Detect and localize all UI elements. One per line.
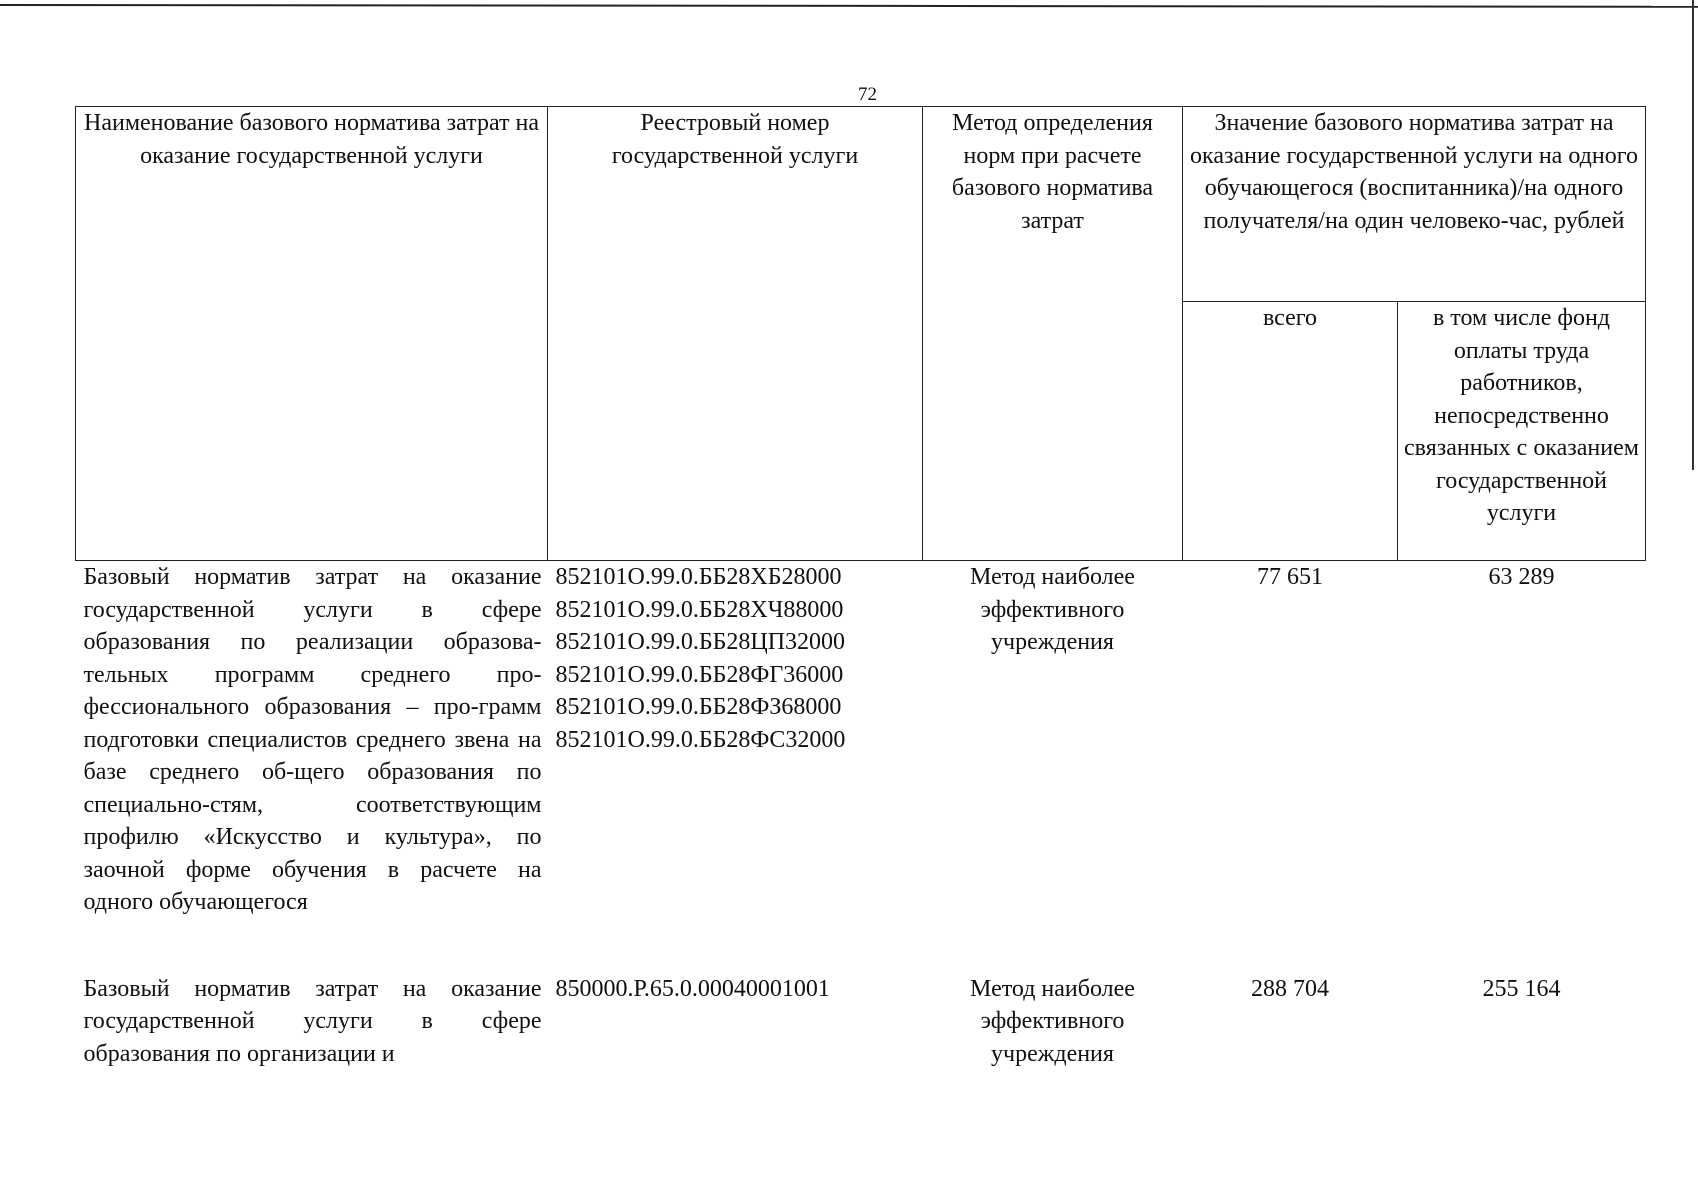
registry-code: 852101О.99.0.ББ28ФЗ68000 [555,694,842,720]
registry-code: 850000.Р.65.0.00040001001 [555,975,830,1002]
page-right-border [1692,0,1694,470]
table-row [76,561,1646,973]
registry-code: 852101О.99.0.ББ28ФС32000 [555,726,846,753]
registry-code: 852101О.99.0.ББ28ХЧ88000 [555,596,844,623]
header-method: Метод определения норм при расчете базового норматива затрат [923,107,1183,561]
row-payroll: 63 289 [1488,564,1555,590]
table-header [76,107,1646,561]
row-method: Метод наиболее эффективного учреждения [970,564,1135,655]
row-method: Метод наиболее эффективного учреждения [970,975,1135,1067]
registry-code: 852101О.99.0.ББ28ЦП32000 [555,629,846,655]
row-total: 288 704 [1251,975,1329,1002]
header-name: Наименование базового норматива затрат на оказание государственной услуги [76,107,548,561]
page-number: 72 [858,84,877,105]
row-name: Базовый норматив затрат на оказание государственной услуги в сфере образования по организации и [83,975,542,1067]
header-payroll: в том числе фонд оплаты труда работников, непосредственно связанных с оказанием государственной услуги [1398,302,1646,561]
registry-code: 852101О.99.0.ББ28ХБ28000 [555,564,842,590]
row-codes [548,973,923,1071]
header-total: всего [1183,302,1398,561]
header-registry-number: Реестровый номер государственной услуги [548,107,923,561]
row-name: Базовый норматив затрат на оказание государственной услуги в сфере образования по реализации образова-тельных программ среднего про-фессионального образования – про-грамм подготовки специалистов среднего звена на базе среднего об-щего образования по специально-стям, соответствующим профилю «Искусство и культура», по заочной форме обучения в расчете на одного обучающегося [83,564,542,915]
row-codes [548,561,923,973]
page-top-border [0,4,1698,8]
normatives-table [75,106,1646,1070]
registry-code: 852101О.99.0.ББ28ФГ36000 [555,661,844,688]
row-total: 77 651 [1257,564,1323,590]
table-row [76,973,1646,1071]
row-payroll: 255 164 [1482,975,1561,1002]
header-value: Значение базового норматива затрат на оказание государственной услуги на одного обучающегося (воспитанника)/на одного получателя/на один человеко-час, рублей [1183,107,1646,302]
